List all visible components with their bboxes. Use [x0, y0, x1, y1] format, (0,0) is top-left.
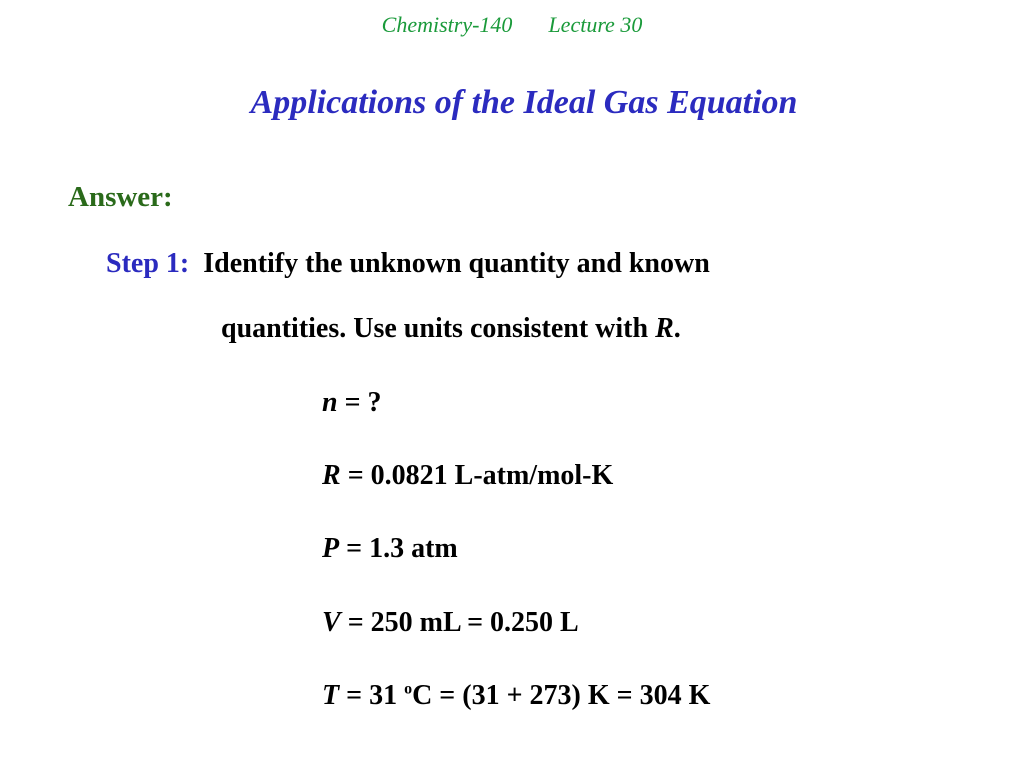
- variable-symbol: n: [322, 387, 338, 418]
- variable-value-post: C = (31 + 273) K = 304 K: [412, 680, 711, 711]
- r-symbol: R: [655, 313, 674, 344]
- variable-symbol: T: [322, 680, 340, 711]
- lecture-number: Lecture 30: [548, 12, 643, 37]
- variable-r: [322, 460, 613, 492]
- variable-n: [322, 387, 382, 419]
- slide-header: [0, 12, 1024, 38]
- variable-value: = 1.3 atm: [339, 533, 458, 564]
- slide-title: Applications of the Ideal Gas Equation: [250, 84, 798, 121]
- variable-value: = 0.0821 L-atm/mol-K: [340, 460, 614, 491]
- variable-v: [322, 607, 579, 639]
- variable-p: [322, 533, 458, 565]
- answer-label: Answer:: [68, 181, 173, 213]
- variable-value: = ?: [337, 387, 382, 418]
- variable-t: [322, 680, 710, 712]
- variable-symbol: P: [322, 533, 340, 564]
- variable-value-pre: = 31: [339, 680, 405, 711]
- step-label: Step 1:: [106, 248, 190, 279]
- step-1-line-2: [221, 313, 681, 345]
- step-1-line-1: [106, 248, 710, 280]
- variable-symbol: R: [322, 460, 341, 491]
- step-1-period: .: [673, 313, 681, 344]
- step-1-text-cont: quantities. Use units consistent with: [221, 313, 656, 344]
- step-1-text: Identify the unknown quantity and known: [203, 248, 710, 279]
- degree-symbol: o: [404, 680, 413, 698]
- variable-value: = 250 mL = 0.250 L: [340, 607, 579, 638]
- variable-symbol: V: [322, 607, 341, 638]
- course-name: Chemistry-140: [381, 12, 513, 37]
